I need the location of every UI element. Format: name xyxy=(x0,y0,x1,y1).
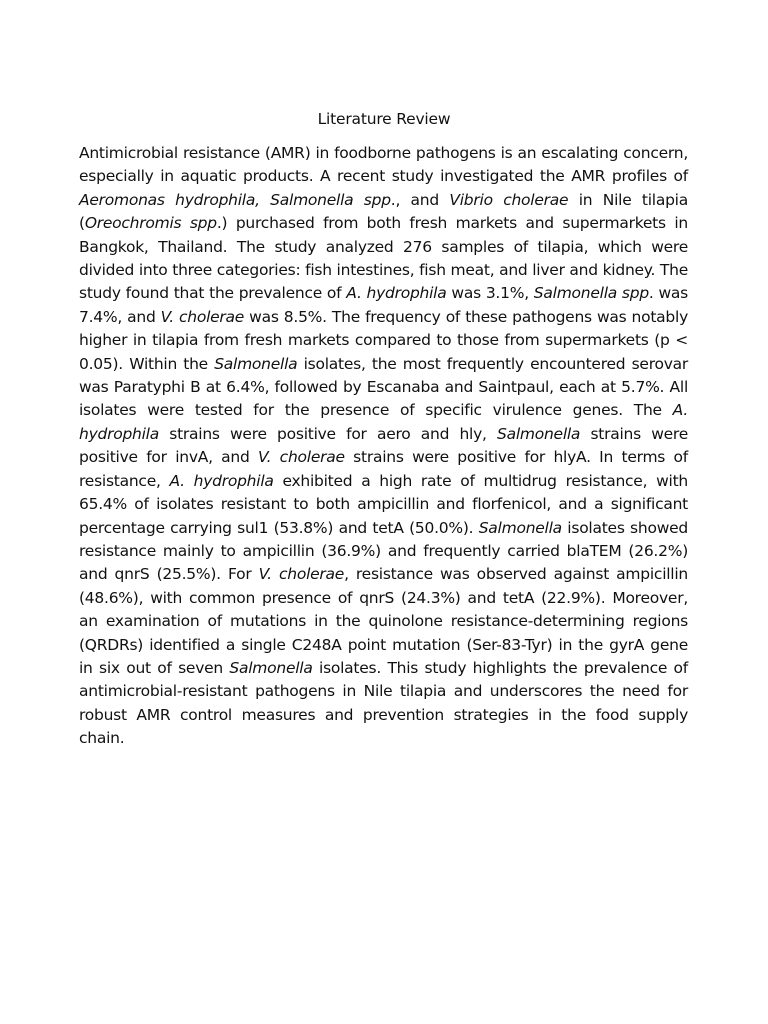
italic-run: Salmonella xyxy=(214,354,298,373)
text-run: strains were positive for aero and hly, xyxy=(158,424,497,443)
italic-run: Vibrio cholerae xyxy=(449,190,569,209)
italic-run: A. hydrophila xyxy=(79,401,688,443)
italic-run: Aeromonas hydrophila, Salmonella spp xyxy=(79,190,391,209)
italic-run: Salmonella xyxy=(496,424,581,443)
italic-run: A. hydrophila xyxy=(346,284,447,303)
italic-run: Salmonella xyxy=(229,658,313,677)
text-run: . was 7.4%, and xyxy=(79,284,689,326)
text-run: exhibited a high rate of multidrug resistance, with 65.4% of isolates resistant to both ampicillin and florfenicol, and a significant percentage carrying sul1 (53.8%) and tetA (50.0%). xyxy=(79,471,688,537)
italic-run: V. cholerae xyxy=(258,448,345,467)
text-run: ., and xyxy=(390,190,450,209)
page-title: Literature Review xyxy=(317,110,451,128)
text-run: Antimicrobial resistance (AMR) in foodborne pathogens is an escalating concern, especially in aquatic products. A recent study investigated the AMR profiles of xyxy=(79,144,688,186)
text-run: isolates showed resistance mainly to ampicillin (36.9%) and frequently carried blaTEM (26.2%) and qnrS (25.5%). For xyxy=(79,518,688,584)
text-run: strains were positive for invA, and xyxy=(79,424,688,467)
text-run: strains were positive for hlyA. In terms of resistance, xyxy=(79,448,688,490)
italic-run: Salmonella spp xyxy=(533,284,649,303)
text-run: isolates, the most frequently encountered serovar was Paratyphi B at 6.4%, followed by Escanaba and Saintpaul, each at 5.7%. All isolates were tested for the presence of specific virulence genes. The xyxy=(79,354,689,420)
text-run: in Nile tilapia ( xyxy=(79,190,688,233)
italic-run: Salmonella xyxy=(478,518,562,537)
text-run: isolates. This study highlights the prevalence of antimicrobial-resistant pathogens in Nile tilapia and underscores the need for robust AMR control measures and prevention strategies in the food supply chain. xyxy=(79,658,688,748)
text-run: , resistance was observed against ampicillin (48.6%), with common presence of qnrS (24.3%) and tetA (22.9%). Moreover, an examination of mutations in the quinolone resistance-determining regions (QRDRs) identified a single C248A point mutation (Ser-83-Tyr) in the gyrA gene in six out of seven xyxy=(79,565,688,677)
text-run: was 3.1%, xyxy=(446,284,534,303)
body-paragraph xyxy=(79,142,688,751)
text-run: was 8.5%. The frequency of these pathogens was notably higher in tilapia from fresh markets compared to those from supermarkets (p < 0.05). Within the xyxy=(79,307,688,373)
italic-run: V. cholerae xyxy=(160,307,245,326)
text-run: .) purchased from both fresh markets and supermarkets in Bangkok, Thailand. The study analyzed 276 samples of tilapia, which were divided into three categories: fish intestines, fish meat, and liver and kidney. The study found that the prevalence of xyxy=(79,214,688,303)
italic-run: V. cholerae xyxy=(258,565,345,584)
italic-run: A. hydrophila xyxy=(169,471,274,490)
italic-run: Oreochromis spp xyxy=(84,214,217,233)
